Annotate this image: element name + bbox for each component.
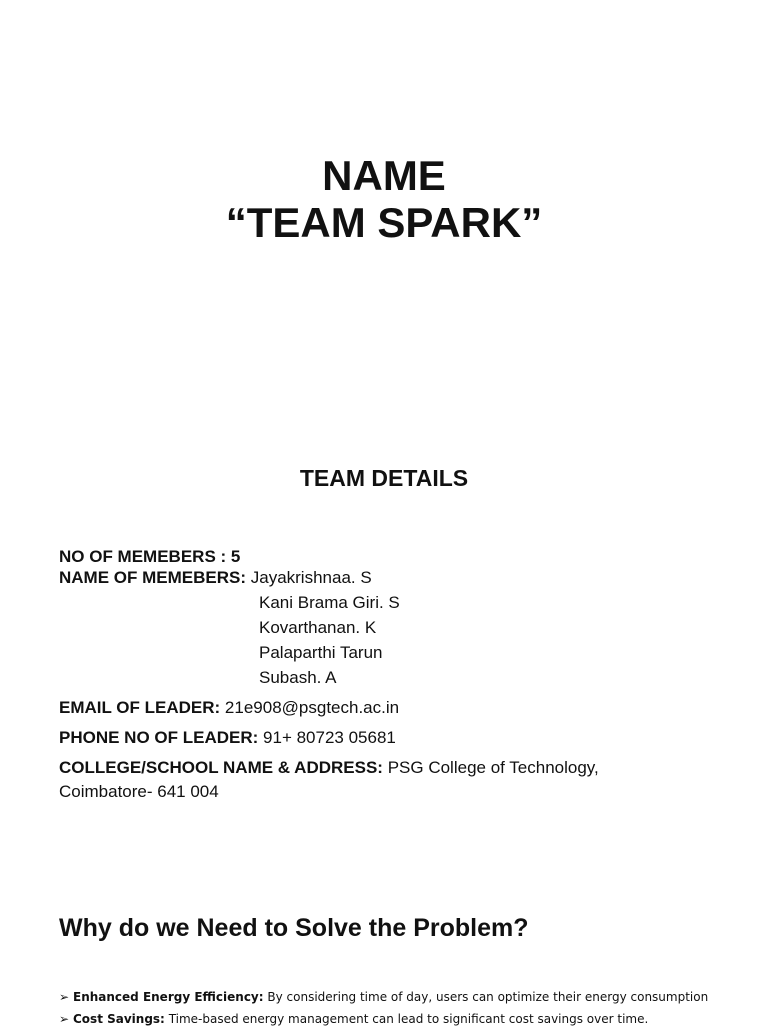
title-block bbox=[0, 152, 768, 246]
team-details-heading: TEAM DETAILS bbox=[299, 465, 469, 491]
members-block bbox=[59, 567, 739, 688]
bullet-text: Time-based energy management can lead to significant cost savings over time. bbox=[168, 1012, 649, 1026]
college-value-line-2: Coimbatore- 641 004 bbox=[59, 782, 219, 801]
member-list bbox=[259, 592, 739, 688]
phone-value: 91+ 80723 05681 bbox=[263, 728, 396, 747]
why-bullets bbox=[59, 986, 759, 1030]
college-row bbox=[59, 757, 739, 778]
no-of-members: NO OF MEMEBERS : 5 bbox=[59, 547, 241, 566]
team-details-block bbox=[59, 546, 739, 802]
member-item: Kani Brama Giri. S bbox=[259, 593, 400, 612]
email-row bbox=[59, 697, 739, 718]
title-line-1: NAME bbox=[322, 152, 446, 199]
why-heading: Why do we Need to Solve the Problem? bbox=[59, 914, 529, 942]
member-item: Kovarthanan. K bbox=[259, 618, 377, 637]
arrowhead-bullet-icon: ➢ bbox=[59, 990, 70, 1004]
member-item: Subash. A bbox=[259, 668, 337, 687]
phone-row bbox=[59, 727, 739, 748]
members-label: NAME OF MEMEBERS: bbox=[59, 568, 246, 587]
email-value: 21e908@psgtech.ac.in bbox=[224, 698, 400, 717]
member-item: Jayakrishnaa. S bbox=[250, 568, 372, 587]
bullet-term: Cost Savings: bbox=[73, 1012, 165, 1026]
title-line-2: “TEAM SPARK” bbox=[225, 199, 543, 246]
arrowhead-bullet-icon: ➢ bbox=[59, 1012, 70, 1026]
bullet-term: Enhanced Energy Efficiency: bbox=[73, 990, 264, 1004]
list-item bbox=[59, 1008, 759, 1030]
list-item bbox=[59, 986, 759, 1008]
member-item: Palaparthi Tarun bbox=[259, 643, 383, 662]
college-label: COLLEGE/SCHOOL NAME & ADDRESS: bbox=[59, 758, 383, 777]
college-value: PSG College of Technology, bbox=[387, 758, 599, 777]
email-label: EMAIL OF LEADER: bbox=[59, 698, 221, 717]
phone-label: PHONE NO OF LEADER: bbox=[59, 728, 259, 747]
bullet-text: By considering time of day, users can optimize their energy consumption bbox=[267, 990, 709, 1004]
